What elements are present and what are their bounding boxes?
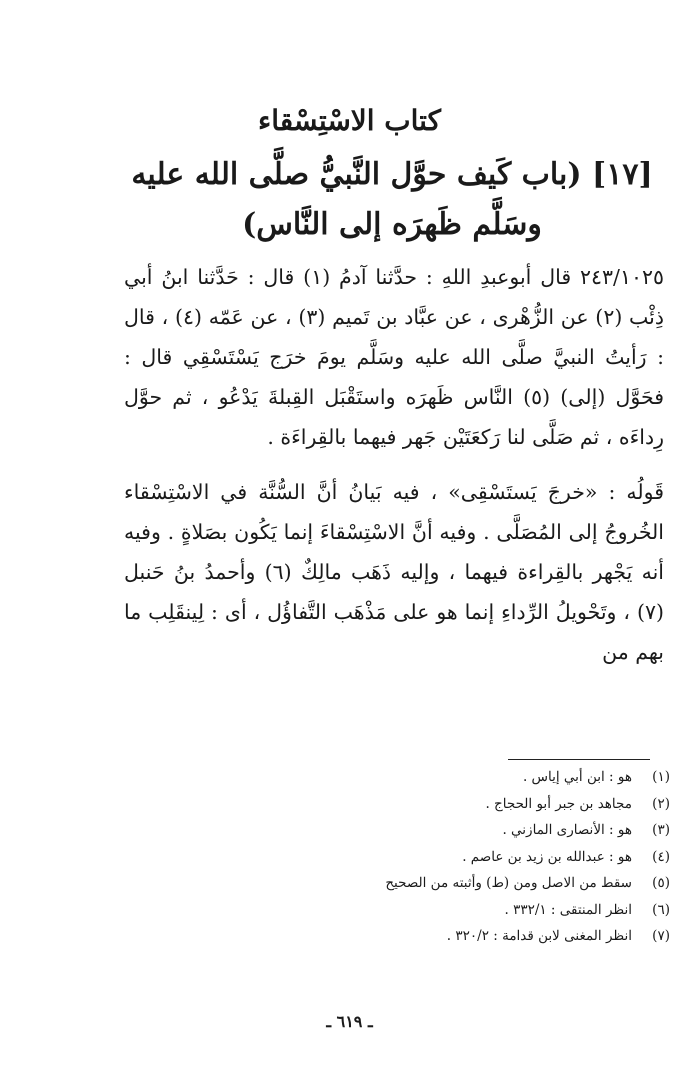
footnote-item (300, 870, 670, 897)
footnote-text: هو : الأنصارى المازني . (502, 822, 632, 838)
footnote-item (300, 764, 670, 791)
footnote-divider (508, 759, 650, 760)
commentary-paragraph: قَولُه : «خرجَ يَستَسْقِى» ، فيه بَيانُ أنَّ السُّنَّة في الاسْتِسْقاء الخُروجُ إلى المُصَلَّى . وفيه أنَّ الاسْتِسْقاءَ إنما يَكُون بصَلاةٍ . وفيه أنه يَجْهر بالقِراءة فيهما ، وإليه ذَهَب مالِكٌ (٦) وأحمدُ بنُ حَنبل (٧) ، وتَحْويلُ الرِّداءِ إنما هو على مَذْهَب التَّفاؤُل ، أى : لِينقَلِب ما بهم من (124, 480, 664, 664)
hadith-paragraph: ٢٤٣/١٠٢٥ قال أبوعبدِ اللهِ : حدَّثنا آدمُ (١) قال : حَدَّثنا ابنُ أبي ذِئْب (٢) عن الزُّهْرى ، عن عبَّاد بن تَميم (٣) ، عن عَمّه (٤) ، قال : رَأيتُ النبيَّ صلَّى الله عليه وسَلَّم يومَ خرَج يَسْتَسْقِي قال : فحَوَّل (إلى) (٥) النَّاس ظَهرَه واستَقْبَل القِبلةَ يَدْعُو ، ثم حوَّل رِداءَه ، ثم صَلَّى لنا رَكعَتَيْن جَهر فيهما بالقِراءَة . (124, 265, 665, 449)
footnote-text: سقط من الاصل ومن (ط) وأثبته من الصحيح (385, 875, 632, 891)
footnote-text: هو : عبدالله بن زيد بن عاصم . (462, 848, 632, 865)
footnote-number: (٥) (652, 875, 670, 891)
footnote-number: (٧) (652, 928, 670, 944)
footnote-number: (٦) (652, 901, 670, 918)
footnote-item (300, 817, 670, 844)
footnote-item (300, 897, 670, 924)
footnote-text: مجاهد بن جبر أبو الحجاج . (485, 795, 632, 812)
footnote-text: انظر المغنى لابن قدامة : ٣٢٠/٢ . (446, 928, 632, 944)
footnote-number: (٤) (652, 848, 670, 865)
footnote-item (300, 844, 670, 871)
footnote-number: (١) (652, 769, 670, 785)
book-title: كتاب الاسْتِسْقاء (258, 104, 441, 137)
footnote-number: (٢) (652, 795, 670, 812)
footnote-text: هو : ابن أبي إياس . (522, 769, 632, 785)
chapter-heading: [١٧] (باب كَيف حوَّل النَّبيُّ صلَّى الله عليه وسَلَّم ظَهرَه إلى النَّاس) (131, 157, 653, 242)
footnotes-list (300, 764, 670, 950)
footnote-item (300, 791, 670, 818)
footnote-text: انظر المنتقى : ٣٣٢/١ . (504, 901, 632, 918)
footnote-item (300, 923, 670, 950)
footnote-number: (٣) (652, 822, 670, 838)
page-number: ـ ٦١٩ ـ (326, 1012, 373, 1031)
